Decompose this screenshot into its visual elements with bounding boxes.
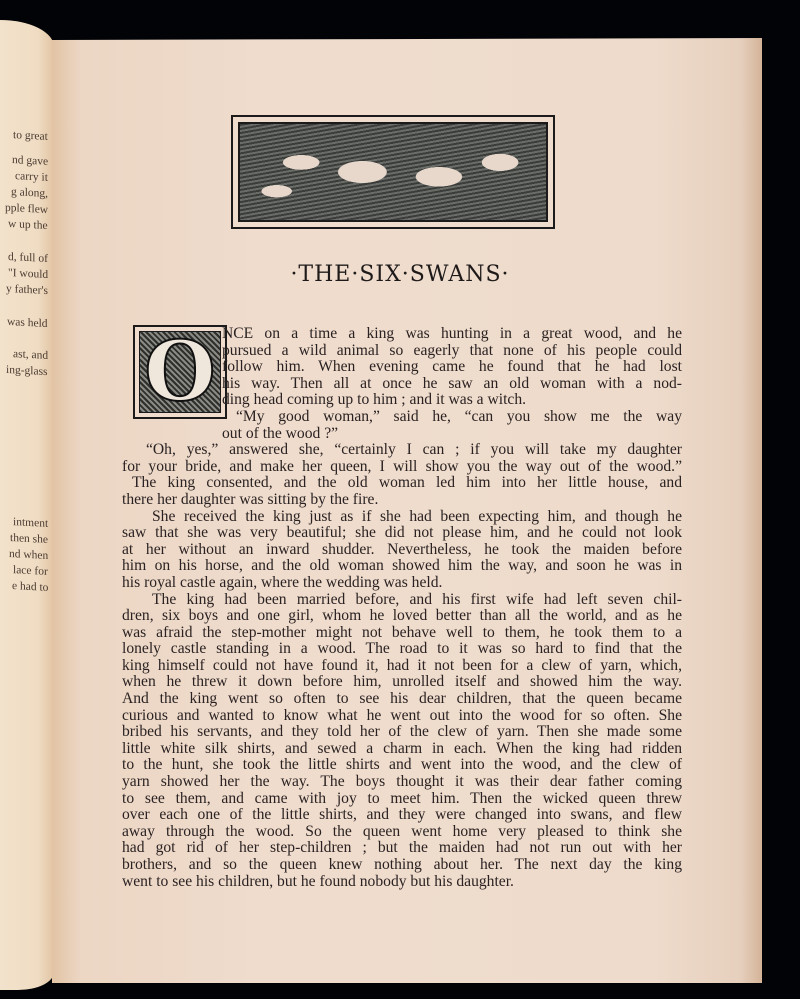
left-page-text-fragment: intment (12, 516, 48, 530)
text-line: NCE on a time a king was hunting in a great wood, and he (222, 325, 682, 342)
text-line: “My good woman,” said he, “can you show me the way (236, 407, 682, 425)
text-line: pursued a wild animal so eagerly that none of his people could (222, 341, 682, 359)
text-line: had got rid of her step-children ; but the maiden had not run out with her (122, 839, 682, 857)
left-page-text-fragment: nd when (8, 547, 48, 563)
left-page-text-fragment: ast, and (12, 348, 48, 362)
text-line: The king had been married before, and his first wife had left seven chil- (152, 590, 682, 608)
left-page-text-fragment: w up the (8, 217, 48, 233)
text-line: little white silk shirts, and sewed a charm in each. When the king had ridden (122, 739, 682, 757)
left-page-text-fragment: d, full of (8, 250, 48, 266)
headpiece-illustration (231, 115, 555, 229)
text-line: curious and wanted to know what he went out into the wood for so often. She (122, 706, 682, 724)
text-line: to the hunt, she took the little shirts and went into the wood, and the clew of (122, 756, 682, 774)
text-line: over each one of the little shirts, and they were changed into swans, and flew (122, 806, 682, 824)
chapter-title: ·THE·SIX·SWANS· (290, 262, 510, 287)
left-page-text-fragment: y father's (6, 282, 48, 298)
left-page-text-fragment: "I would (7, 266, 48, 282)
left-page-text-fragment: ing-glass (6, 363, 48, 379)
text-line: for your bride, and make her queen, I will show you the way out of the wood.” (122, 457, 682, 475)
text-line: The king consented, and the old woman led him into her little house, and (132, 474, 682, 492)
text-line: She received the king just as if she had been expecting him, and though he (152, 507, 682, 525)
text-line: brothers, and so the queen knew nothing about her. The next day the king (122, 856, 682, 873)
text-line: saw that she was very beautiful; she did not please him, and he could not look (122, 524, 682, 542)
text-line: ding head coming up to him ; and it was a witch. (222, 391, 527, 409)
text-line: when he threw it down before him, unrolled itself and showed him the way. (122, 673, 682, 691)
text-line: at her without an inward shudder. Nevertheless, he took the maiden before (122, 540, 682, 558)
text-line: his way. Then all at once he saw an old woman with a nod- (222, 374, 682, 392)
text-line: was afraid the step-mother might not behave well to them, he took them to a (122, 623, 682, 641)
left-page-text-fragment: pple flew (4, 201, 48, 217)
text-line: yarn showed her the way. The boys thought it was their dear father coming (122, 773, 682, 791)
text-line: follow him. When evening came he found that he had lost (222, 358, 682, 376)
text-line: king himself could not have found it, had it not been for a clew of yarn, which, (122, 656, 682, 674)
drop-cap-letter: O (144, 324, 216, 420)
text-line: And the king went so often to see his dear children, that the queen became (122, 690, 682, 708)
text-line: away through the wood. So the queen went home very pleased to think she (122, 822, 682, 840)
left-page-edge (0, 20, 54, 990)
text-line: bribed his servants, and they told her of the clew of yarn. Then she made some (122, 723, 682, 741)
left-page-text-fragment: was held (7, 315, 48, 331)
left-page-text-fragment: g along, (10, 186, 48, 200)
left-page-text-fragment: e had to (11, 580, 48, 594)
left-page-text-fragment: nd gave (11, 154, 48, 168)
text-line: to see them, and came with joy to meet him. Then the wicked queen threw (122, 789, 682, 807)
left-page-text-fragment: lace for (13, 564, 48, 578)
text-line: lonely castle standing in a wood. The road to it was so hard to find that the (122, 640, 682, 658)
text-line: him on his horse, and the old woman showed him the way, and soon he was in (122, 557, 682, 575)
text-line: his royal castle again, where the wedding was held. (122, 573, 443, 591)
text-line: “Oh, yes,” answered she, “certainly I can ; if you will take my daughter (146, 441, 682, 459)
left-page-text-fragment: then she (9, 532, 48, 546)
text-line: went to see his children, but he found nobody but his daughter. (122, 872, 514, 890)
swans-illustration-icon (238, 122, 548, 222)
text-line: out of the wood ?” (222, 424, 339, 442)
left-page-text-fragment: carry it (15, 170, 48, 184)
text-line: dren, six boys and one girl, whom he loved better than all the world, and as he (122, 607, 682, 625)
left-page-text-fragment: to great (13, 129, 48, 143)
text-line: there her daughter was sitting by the fire. (122, 490, 379, 508)
story-text (122, 326, 682, 890)
